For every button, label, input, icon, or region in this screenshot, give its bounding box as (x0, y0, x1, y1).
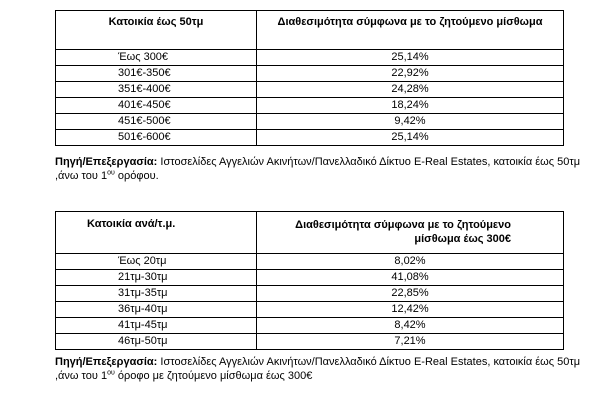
row-label: 36τμ-40τμ (56, 302, 257, 318)
table-row (56, 114, 564, 130)
row-label: 351€-400€ (56, 82, 257, 98)
header-col-availability (257, 212, 564, 254)
table-row (56, 66, 564, 82)
row-label: 401€-450€ (56, 98, 257, 114)
row-label: 451€-500€ (56, 114, 257, 130)
row-label: 21τμ-30τμ (56, 270, 257, 286)
rent-availability-table (55, 10, 564, 146)
source-superscript: ου (107, 169, 115, 177)
row-value: 41,08% (257, 270, 564, 286)
row-label: 301€-350€ (56, 66, 257, 82)
header-col-property: Κατοικία ανά/τ.μ. (56, 212, 257, 254)
row-value: 12,42% (257, 302, 564, 318)
table-header-row (56, 212, 564, 254)
row-value: 8,42% (257, 318, 564, 334)
source-text: Ιστοσελίδες Αγγελιών Ακινήτων/Πανελλαδικό Δίκτυο E-Real Estates, κατοικία έως 50τμ ,άνω του 1 (55, 156, 581, 182)
row-value: 7,21% (257, 334, 564, 350)
row-value: 25,14% (257, 50, 564, 66)
table-header-row (56, 11, 564, 50)
source-note (55, 155, 595, 183)
source-text: Ιστοσελίδες Αγγελιών Ακινήτων/Πανελλαδικό Δίκτυο E-Real Estates, κατοικία έως 50τμ ,άνω του 1 (55, 356, 581, 382)
row-value: 24,28% (257, 82, 564, 98)
table-row (56, 318, 564, 334)
header-line-1: Διαθεσιμότητα σύμφωνα με το ζητούμενο (295, 219, 511, 231)
row-value: 22,92% (257, 66, 564, 82)
table-row (56, 270, 564, 286)
source-text-end: ορόφου. (114, 170, 159, 182)
source-label: Πηγή/Επεξεργασία: (55, 156, 158, 168)
table-row (56, 50, 564, 66)
table-row (56, 334, 564, 350)
table-row (56, 130, 564, 146)
source-text-end: όροφο με ζητούμενο μίσθωμα έως 300€ (114, 370, 313, 382)
header-line-2: μίσθωμα έως 300€ (414, 233, 511, 245)
row-label: 41τμ-45τμ (56, 318, 257, 334)
table-row (56, 254, 564, 270)
row-label: 31τμ-35τμ (56, 286, 257, 302)
row-label: Έως 20τμ (56, 254, 257, 270)
table-row (56, 286, 564, 302)
source-note (55, 355, 595, 383)
source-label: Πηγή/Επεξεργασία: (55, 356, 158, 368)
row-value: 9,42% (257, 114, 564, 130)
source-superscript: ου (107, 369, 115, 377)
table-row (56, 82, 564, 98)
header-col-property: Κατοικία έως 50τμ (56, 11, 257, 50)
size-availability-table (55, 211, 564, 350)
table-row (56, 302, 564, 318)
row-value: 8,02% (257, 254, 564, 270)
row-value: 18,24% (257, 98, 564, 114)
row-label: 46τμ-50τμ (56, 334, 257, 350)
row-label: 501€-600€ (56, 130, 257, 146)
table-row (56, 98, 564, 114)
row-value: 25,14% (257, 130, 564, 146)
header-col-availability: Διαθεσιμότητα σύμφωνα με το ζητούμενο μίσθωμα (257, 11, 564, 50)
row-label: Έως 300€ (56, 50, 257, 66)
row-value: 22,85% (257, 286, 564, 302)
